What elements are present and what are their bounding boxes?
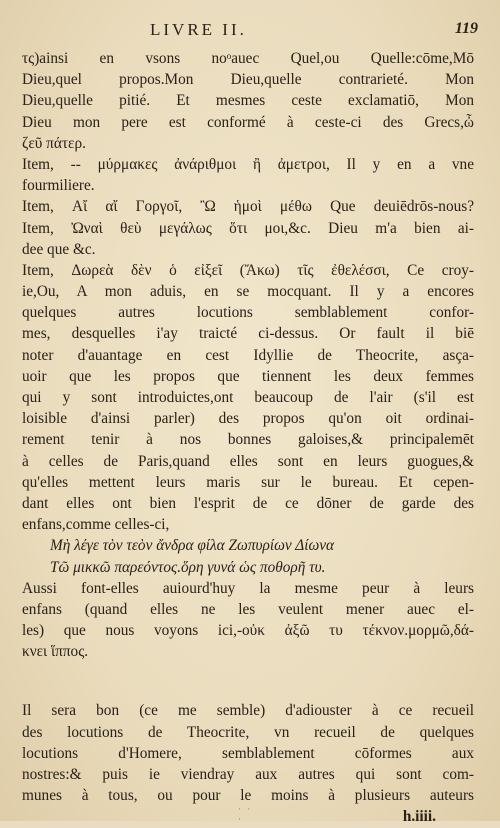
text-line: nostres:& puis ie viendray aux autres qui sont com- — [22, 766, 474, 783]
text-line: dee que &c. — [22, 240, 96, 258]
text-line: τς)ainsi en vsons noᵒauec Quel,ou Quelle:cōme,Mō — [22, 50, 474, 67]
text-line: les) que nous voyons ici,-οὐκ ἀξῶ τυ τέκνον.μορμῶ,δά- — [22, 622, 474, 640]
ornament-dots: · · · — [238, 804, 253, 824]
paragraph-gap — [22, 662, 474, 700]
text-line: Item, Ὠναὶ θεὺ μεγάλως ὅτι μοι,&c. Dieu m'a bien ai- — [22, 219, 474, 237]
text-line: Dieu,quel propos.Mon Dieu,quelle contrarieté. Mon — [22, 71, 474, 89]
text-line: rement tenir à nos bonnes galoises,& principalemēt — [22, 431, 474, 449]
text-line: enfans,comme celles-ci, — [22, 516, 170, 534]
text-line: Dieu mon pere est conformé à ceste-ci des Grecs,ὦ — [22, 113, 474, 131]
text-line: qui y sont introduictes,ont beaucoup de l'air (s'il est — [22, 389, 474, 406]
text-line: uoir que les propos que tiennent les deux femmes — [22, 367, 474, 385]
text-line: loisible d'ainsi parler) des propos qu'on oit ordinai- — [22, 410, 474, 428]
text-line: qu'elles mettent leurs maris sur le bureau. Et cepen- — [22, 473, 474, 491]
text-line: dant elles ont bien l'esprit de ce dōner de garde des — [22, 494, 474, 512]
text-line: Item, Δωρεὰ δὲν ὁ εἰξεῖ (Ἄκω) τῖς ἐθελέσσι, Ce croy- — [22, 261, 474, 279]
signature-mark: h.iiii. — [402, 808, 436, 826]
text-line: ie,Ou, A mon aduis, en se mocquant. Il y a encores — [22, 283, 474, 301]
text-line: Il sera bon (ce me semble) d'adiouster à ce recueil — [22, 702, 474, 720]
page-header — [0, 20, 500, 46]
page-number: 119 — [454, 20, 478, 37]
text-line: ζεῦ πάτερ. — [22, 134, 86, 152]
greek-verse-line: Τῶ μικκῶ παρεόντος.ὅρη γυνά ὡς ποθορῆ τυ. — [50, 558, 326, 576]
text-line: des locutions de Theocrite, vn recueil de quelques — [22, 723, 474, 741]
text-line: munes à tous, ou pour le moins à plusieurs auteurs — [22, 787, 474, 805]
text-line: locutions d'Homere, semblablement cōformes aux — [22, 744, 474, 762]
text-line: Aussi font-elles auiourd'huy la mesme peur à leurs — [22, 579, 474, 597]
text-line: mes, desquelles i'ay traicté ci-dessus. Or fault il biē — [22, 325, 474, 343]
greek-verse-line: Μὴ λέγε τὸν τεὸν ἄνδρα φίλα Ζωπυρίων Δίωνα — [50, 537, 335, 555]
text-line: enfans (quand elles ne les veulent mener auec el- — [22, 600, 474, 618]
text-line: κνει ἵππος. — [22, 643, 89, 661]
text-line: Dieu,quelle pitié. Et mesmes ceste exclamatiō, Mon — [22, 92, 474, 110]
body-text — [22, 48, 474, 828]
text-line: à celles de Paris,quand elles sont en leurs guogues,& — [22, 452, 474, 470]
text-line: noter d'auantage en cest Idyllie de Theocrite, asça- — [22, 346, 474, 364]
text-line: Item, -- μύρμακες ἀνάριθμοι ἢ ἀμετροι, Il y en a vne — [22, 155, 474, 173]
running-title: LIVRE II. — [150, 20, 247, 39]
text-line: Item, Αἴ αἴ Γοργοῖ, Ὢ ἡμοὶ μέθω Que deuiēdrōs-nous? — [22, 198, 474, 216]
text-line: fourmiliere. — [22, 177, 95, 195]
text-line: quelques autres locutions semblablement confor- — [22, 304, 474, 322]
